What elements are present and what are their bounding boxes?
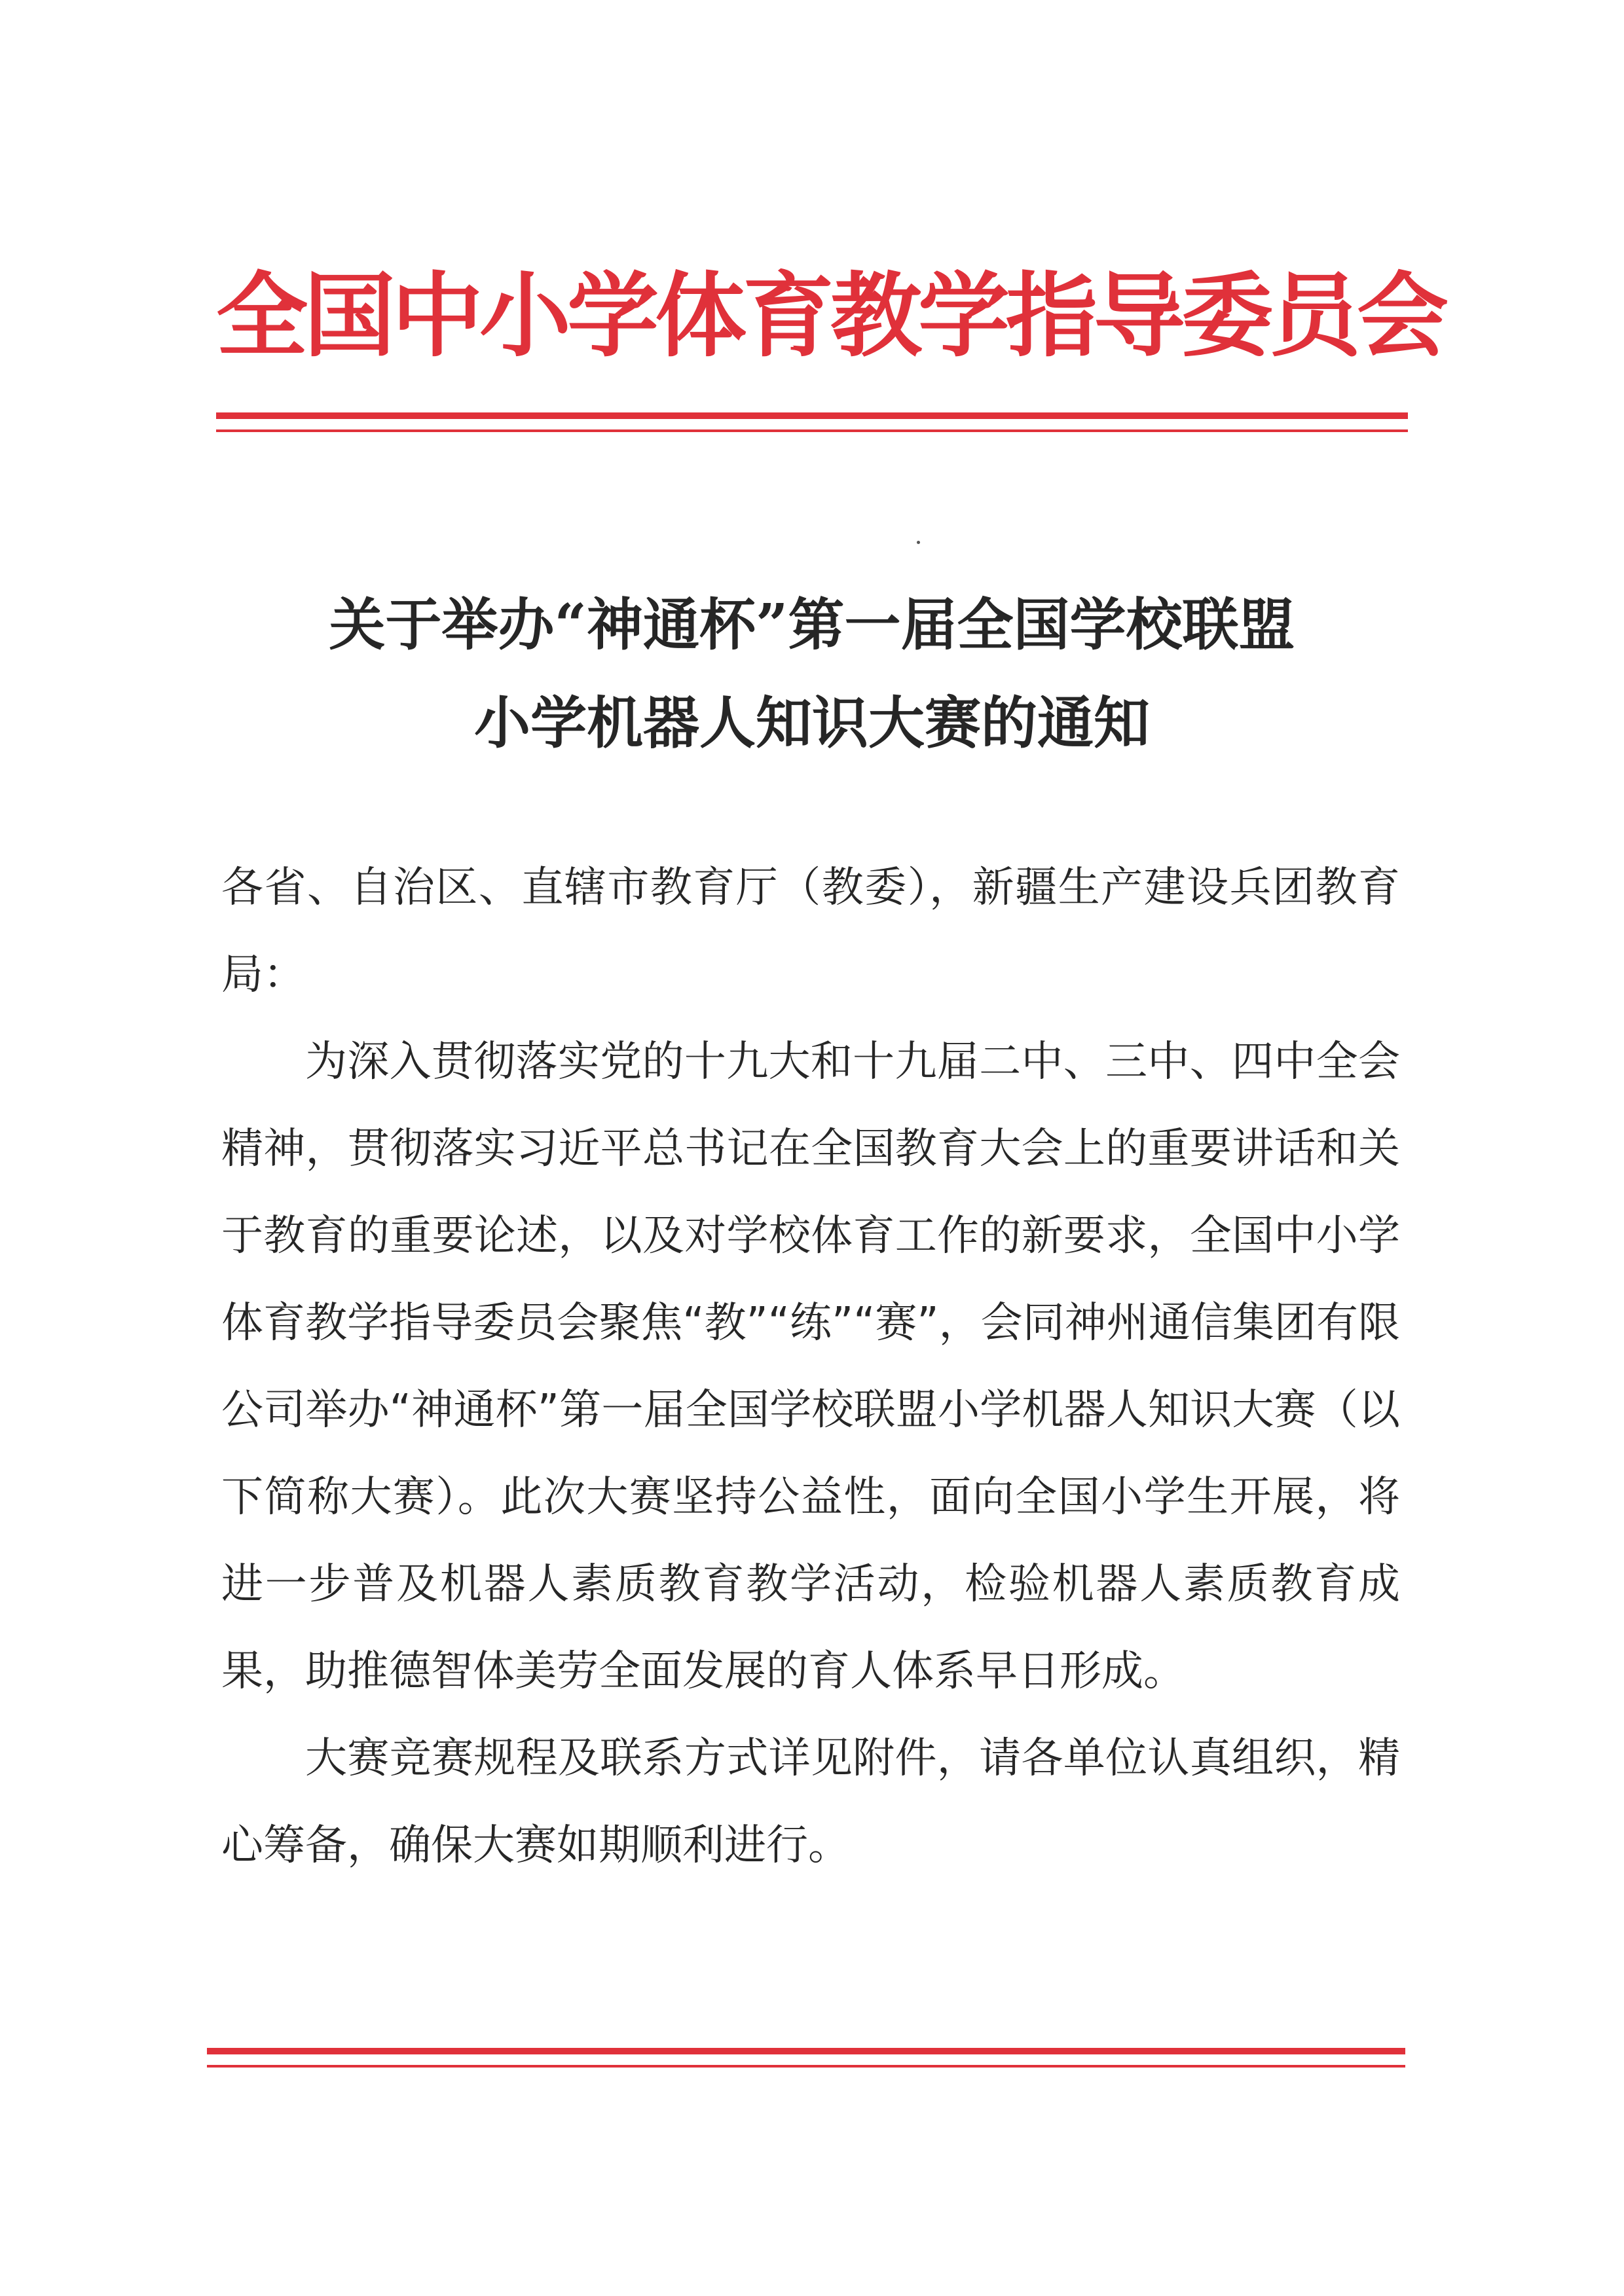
letterhead-rule-thin xyxy=(216,429,1408,432)
body-paragraph-1: 为深入贯彻落实党的十九大和十九届二中、三中、四中全会精神，贯彻落实习近平总书记在全国教育大会上的重要讲话和关于教育的重要论述，以及对学校体育工作的新要求，全国中小学体育教学指导委员会聚焦“教”“练”“赛”，会同神州通信集团有限公司举办“神通杯”第一届全国学校联盟小学机器人知识大赛（以下简称大赛）。此次大赛坚持公益性，面向全国小学生开展，将进一步普及机器人素质教育教学活动，检验机器人素质教育成果，助推德智体美劳全面发展的育人体系早日形成。 xyxy=(221,1038,1400,1696)
letterhead-rule-thick xyxy=(216,412,1408,419)
letterhead-org-name: 全国中小学体育教学指导委员会 xyxy=(216,263,1445,370)
document-body xyxy=(221,845,1400,1889)
document-title-line-1: 关于举办“神通杯”第一届全国学校联盟 xyxy=(329,592,1295,658)
salutation: 各省、自治区、直辖市教育厅（教委），新疆生产建设兵团教育局： xyxy=(221,864,1400,999)
footer-rule-thin xyxy=(207,2065,1405,2068)
document-title xyxy=(216,576,1408,773)
document-title-line-2: 小学机器人知识大赛的通知 xyxy=(474,690,1150,756)
scan-speck xyxy=(917,541,920,544)
footer-rule-thick xyxy=(207,2048,1405,2054)
body-paragraph-2: 大赛竞赛规程及联系方式详见附件，请各单位认真组织，精心筹备，确保大赛如期顺利进行。 xyxy=(221,1734,1400,1870)
